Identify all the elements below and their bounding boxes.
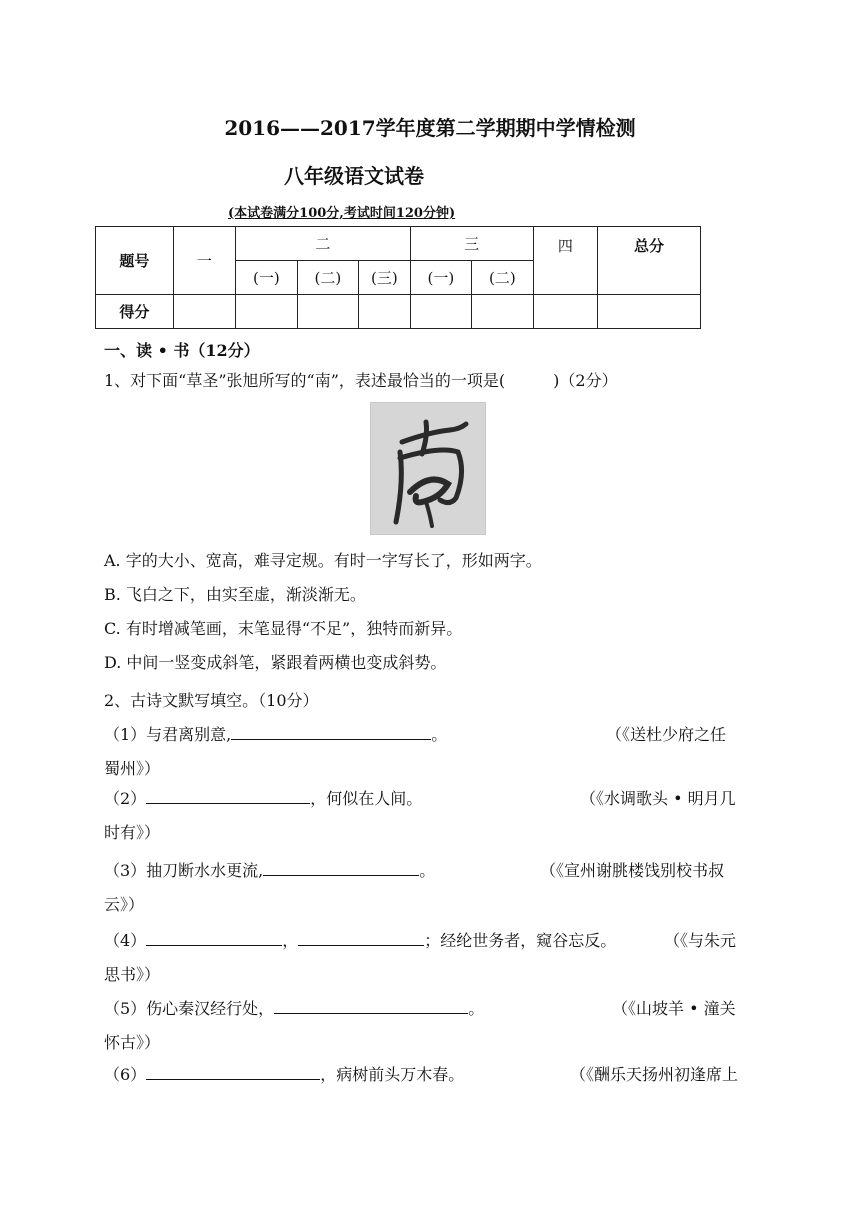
source-1-line1: （《送杜少府之任	[606, 725, 727, 744]
source-1-line2: 蜀州》）	[104, 759, 161, 778]
source-4-line2: 思书》）	[104, 965, 161, 984]
answer-blank[interactable]	[146, 787, 310, 804]
question-2-stem: 2、古诗文默写填空。（10分）	[104, 691, 319, 710]
col-2-sub-2: (二)	[297, 261, 359, 295]
col-total: 总分	[598, 227, 701, 295]
fill-item-suffix: 。	[468, 999, 485, 1018]
source-2-line2: 时有》）	[104, 823, 161, 842]
option-c: C. 有时增减笔画，末笔显得“不足”，独特而新异。	[104, 619, 463, 638]
score-cell[interactable]	[410, 295, 472, 329]
option-b: B. 飞白之下，由实至虚，渐淡渐无。	[104, 585, 366, 604]
col-3-sub-2: (二)	[472, 261, 534, 295]
fill-item-3	[104, 858, 435, 881]
fill-item-prefix: （5）伤心秦汉经行处，	[104, 999, 275, 1018]
answer-blank[interactable]	[146, 929, 282, 946]
label-question-number: 题号	[96, 227, 174, 295]
exam-subtitle: 八年级语文试卷	[284, 164, 424, 188]
answer-blank[interactable]	[231, 723, 431, 740]
exam-title: 2016——2017学年度第二学期期中学情检测	[224, 116, 636, 140]
option-a: A. 字的大小、宽高，难寻定规。有时一字写长了，形如两字。	[104, 551, 542, 570]
col-2: 二	[236, 227, 410, 261]
answer-blank[interactable]	[298, 929, 424, 946]
fill-item-prefix: （1）与君离别意,	[104, 725, 232, 744]
answer-blank[interactable]	[263, 859, 419, 876]
fill-item-mid: ，	[282, 931, 299, 950]
fill-item-6	[104, 1062, 464, 1085]
source-3-line1: （《宣州谢朓楼饯别校书叔	[540, 861, 725, 880]
col-4: 四	[533, 227, 598, 295]
answer-blank[interactable]	[146, 1063, 320, 1080]
col-3-sub-1: (一)	[410, 261, 472, 295]
fill-item-1	[104, 722, 447, 745]
source-6-line1: （《酬乐天扬州初逢席上	[570, 1065, 739, 1084]
fill-item-suffix: 。	[431, 725, 448, 744]
calligraphy-image	[370, 402, 486, 535]
fill-item-4	[104, 928, 616, 951]
fill-item-suffix: 。	[419, 861, 436, 880]
col-1: 一	[173, 227, 236, 295]
fill-item-prefix: （2）	[104, 789, 147, 808]
score-cell[interactable]	[359, 295, 410, 329]
score-cell[interactable]	[297, 295, 359, 329]
score-table	[95, 226, 701, 329]
exam-note: (本试卷满分100分,考试时间120分钟)	[228, 206, 456, 221]
source-2-line1: （《水调歌头 • 明月几	[580, 789, 736, 808]
col-2-sub-3: (三)	[359, 261, 410, 295]
source-3-line2: 云》）	[104, 895, 145, 914]
score-cell[interactable]	[472, 295, 534, 329]
section-1-heading: 一、读 • 书（12分）	[104, 341, 260, 360]
score-cell[interactable]	[173, 295, 236, 329]
source-5-line1: （《山坡羊 • 潼关	[612, 999, 736, 1018]
source-5-line2: 怀古》）	[104, 1033, 161, 1052]
answer-blank[interactable]	[274, 997, 468, 1014]
option-d: D. 中间一竖变成斜笔，紧跟着两横也变成斜势。	[104, 653, 447, 672]
fill-item-5	[104, 996, 484, 1019]
fill-item-suffix: ，病树前头万木春。	[320, 1065, 465, 1084]
col-3: 三	[410, 227, 533, 261]
fill-item-prefix: （6）	[104, 1065, 147, 1084]
fill-item-2	[104, 786, 422, 809]
col-2-sub-1: (一)	[236, 261, 298, 295]
score-cell[interactable]	[533, 295, 598, 329]
source-4-line1: （《与朱元	[664, 931, 737, 950]
question-1-stem: 1、对下面“草圣”张旭所写的“南”，表述最恰当的一项是( )（2分）	[104, 371, 618, 390]
fill-item-suffix: ，何似在人间。	[310, 789, 423, 808]
fill-item-prefix: （3）抽刀断水水更流,	[104, 861, 264, 880]
fill-item-prefix: （4）	[104, 931, 147, 950]
fill-item-suffix: ；经纶世务者，窥谷忘反。	[424, 931, 617, 950]
label-score: 得分	[96, 295, 174, 329]
score-cell[interactable]	[236, 295, 298, 329]
score-cell[interactable]	[598, 295, 701, 329]
